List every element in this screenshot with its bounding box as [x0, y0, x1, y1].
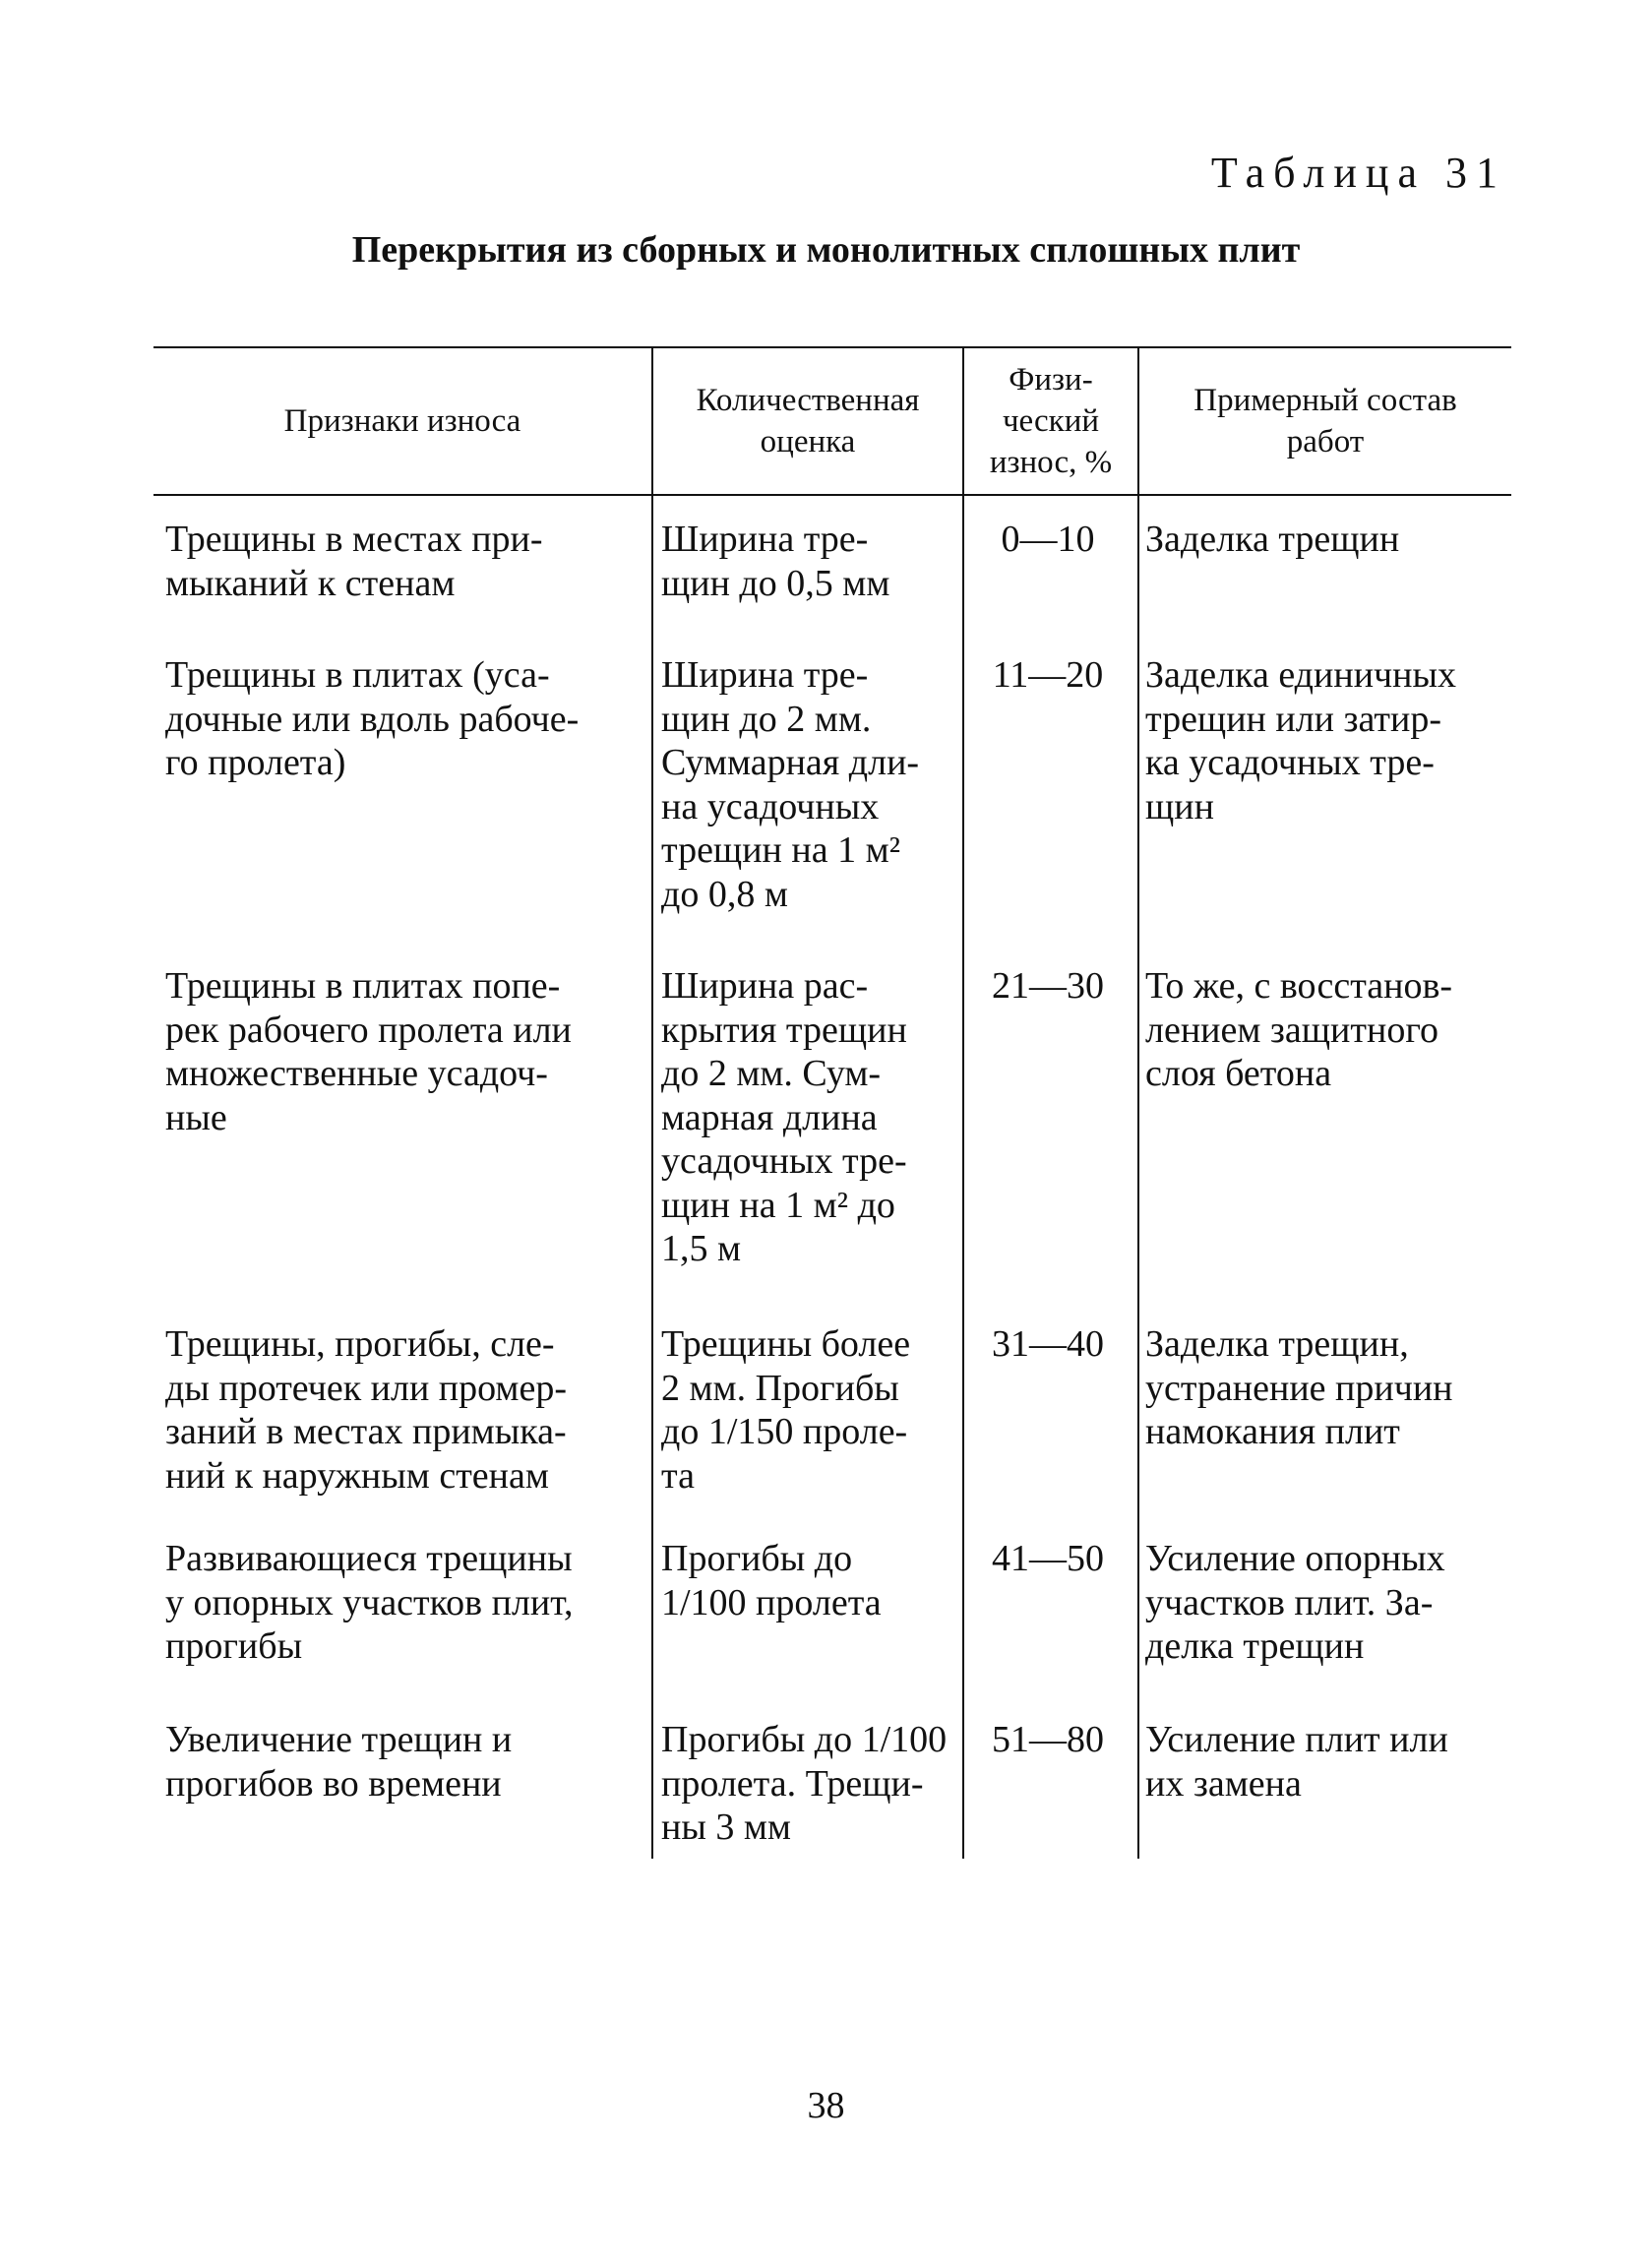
cell-wear: 21—30	[992, 965, 1104, 1007]
cell-wear: 0—10	[1001, 519, 1095, 560]
table-title: Перекрытия из сборных и монолитных сплошных плит	[351, 229, 1301, 271]
column-divider	[651, 348, 653, 1859]
page-number: 38	[807, 2085, 845, 2126]
cell-signs: Трещины в плитах (уса- дочные или вдоль рабоче- го пролета)	[165, 654, 580, 783]
header-wear: Физи- ческий износ, %	[989, 362, 1113, 480]
cell-signs: Трещины в местах при- мыканий к стенам	[165, 519, 543, 604]
column-divider	[1137, 348, 1139, 1859]
cell-assessment: Трещины более 2 мм. Прогибы до 1/150 проле- та	[661, 1323, 911, 1497]
cell-works: Усиление опорных участков плит. За- делка трещин	[1145, 1538, 1445, 1667]
cell-wear: 31—40	[992, 1323, 1104, 1365]
wear-table	[153, 346, 1511, 1859]
cell-assessment: Ширина тре- щин до 0,5 мм	[661, 519, 890, 604]
table-number: Таблица 31	[1210, 149, 1506, 197]
cell-assessment: Прогибы до 1/100 пролета. Трещи- ны 3 мм	[661, 1719, 948, 1848]
cell-signs: Трещины в плитах попе- рек рабочего пролета или множественные усадоч- ные	[165, 965, 572, 1138]
cell-wear: 11—20	[992, 654, 1104, 696]
cell-assessment: Прогибы до 1/100 пролета	[661, 1538, 882, 1623]
cell-signs: Развивающиеся трещины у опорных участков плит, прогибы	[165, 1538, 574, 1667]
cell-works: Заделка единичных трещин или затир- ка усадочных тре- щин	[1145, 654, 1457, 827]
header-works: Примерный состав работ	[1193, 383, 1457, 459]
cell-wear: 41—50	[992, 1538, 1104, 1579]
header-assessment: Количественная оценка	[696, 383, 920, 459]
column-divider	[962, 348, 964, 1859]
header-signs: Признаки износа	[283, 403, 521, 439]
header-divider	[153, 494, 1511, 496]
cell-assessment: Ширина рас- крытия трещин до 2 мм. Сум- марная длина усадочных тре- щин на 1 м² до 1,5 м	[661, 965, 907, 1269]
cell-signs: Трещины, прогибы, сле- ды протечек или промер- заний в местах примыка- ний к наружным стенам	[165, 1323, 567, 1497]
cell-works: То же, с восстанов- лением защитного слоя бетона	[1145, 965, 1453, 1094]
cell-works: Заделка трещин	[1145, 519, 1400, 560]
cell-works: Заделка трещин, устранение причин намокания плит	[1145, 1323, 1453, 1452]
cell-wear: 51—80	[992, 1719, 1104, 1760]
cell-works: Усиление плит или их замена	[1145, 1719, 1448, 1805]
cell-signs: Увеличение трещин и прогибов во времени	[165, 1719, 513, 1805]
cell-assessment: Ширина тре- щин до 2 мм. Суммарная дли- на усадочных трещин на 1 м² до 0,8 м	[661, 654, 920, 915]
